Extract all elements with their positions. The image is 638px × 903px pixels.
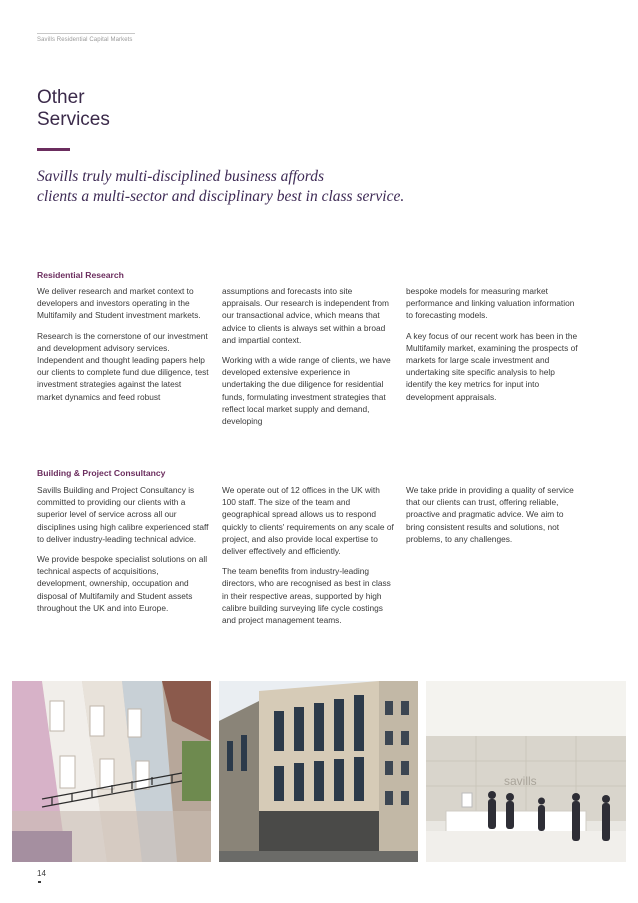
header-rule	[37, 33, 135, 34]
paragraph: We take pride in providing a quality of service that our clients can trust, offering reliable, proactive and pragmatic advice. We aim to bring consistent results and solutions, not problems, to any challenges.	[406, 485, 574, 544]
title-accent-rule	[37, 148, 70, 151]
paragraph: The team benefits from industry-leading directors, who are recognised as best in class in their respective areas, supported by high calibre building surveying life cycle costings and project management teams.	[222, 566, 391, 626]
section-heading-residential-research: Residential Research	[37, 270, 124, 280]
paragraph: Research is the cornerstone of our investment and development advisory services. Independent and thought leading papers help our clients to complete fund due diligence, test investment strategies against the latest market dynamics and feed robust	[37, 330, 209, 402]
photo-office-reception	[426, 681, 626, 862]
page-title-line-1: Other	[37, 87, 85, 108]
paragraph: We operate out of 12 offices in the UK with 100 staff. The size of the team and geographical spread allows us to respond quickly to clients' requirements on any scale of project, and also provide local expertise to deliver effectively and efficiently.	[222, 485, 394, 557]
paragraph: Working with a wide range of clients, we have developed extensive experience in undertaking the due diligence for residential funds, formulating investment strategies that reflect local market supply and demand, developing	[222, 355, 391, 427]
residential-research-column-1	[37, 285, 209, 411]
intro-statement	[37, 167, 597, 207]
page-number-mark	[38, 881, 41, 883]
building-consultancy-column-3	[406, 484, 578, 553]
savills-logo-text: savills	[504, 774, 537, 788]
section-heading-building-project-consultancy: Building & Project Consultancy	[37, 468, 166, 478]
photo-terraced-houses	[12, 681, 211, 862]
paragraph: We deliver research and market context to developers and investors operating in the Multifamily and Student investment markets.	[37, 286, 201, 321]
paragraph: A key focus of our recent work has been in the Multifamily market, examining the prospects of markets for large scale investment and undertaking site specific analysis to help identify the key metrics for input into development appraisals.	[406, 330, 578, 402]
building-consultancy-column-2	[222, 484, 394, 634]
page-title	[37, 87, 110, 131]
photo-office-building	[219, 681, 418, 862]
office-building-illustration	[219, 681, 418, 862]
office-reception-illustration	[426, 681, 626, 862]
intro-line-1: Savills truly multi-disciplined business affords	[37, 168, 325, 185]
running-header: Savills Residential Capital Markets	[37, 37, 133, 43]
paragraph: bespoke models for measuring market performance and linking valuation information to forecasting models.	[406, 286, 575, 321]
terraced-houses-illustration	[12, 681, 211, 862]
paragraph: assumptions and forecasts into site appraisals. Our research is independent from our transactional advice, which means that advice to clients is always set within a broad and impartial context.	[222, 286, 389, 345]
residential-research-column-3	[406, 285, 578, 411]
building-consultancy-column-1	[37, 484, 209, 622]
page-title-line-2: Services	[37, 109, 110, 130]
page-number: 14	[37, 869, 46, 878]
paragraph: Savills Building and Project Consultancy is committed to providing our clients with a superior level of service across all our disciplines using high calibre experienced staff to deliver industry-leading technical advice.	[37, 485, 209, 544]
paragraph: We provide bespoke specialist solutions on all technical aspects of acquisitions, development, ownership, occupation and disposal of Multifamily and Student assets throughout the UK and into Europe.	[37, 554, 208, 613]
residential-research-column-2	[222, 285, 394, 435]
intro-line-2: clients a multi-sector and disciplinary best in class service.	[37, 188, 405, 205]
